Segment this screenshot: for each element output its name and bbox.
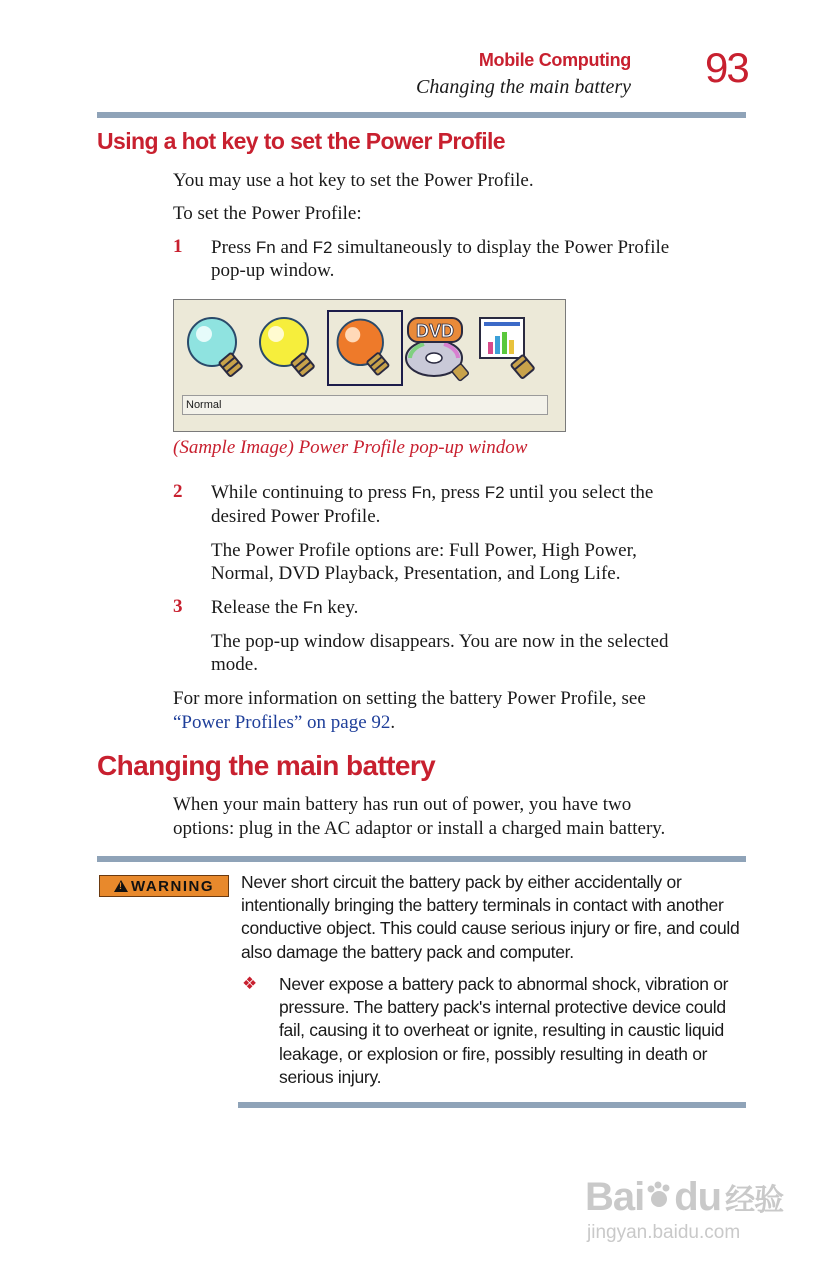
battery-body-line1: When your main battery has run out of power, you have two [173, 794, 632, 815]
warning-bullet-item [279, 973, 728, 1089]
step-text-segment: and [275, 237, 313, 258]
section-heading-hotkey: Using a hot key to set the Power Profile [97, 128, 505, 154]
more-info-line2 [173, 711, 395, 735]
warning-badge-label: WARNING [131, 877, 214, 895]
step-2-note-line2: Normal, DVD Playback, Presentation, and Long Life. [211, 563, 621, 584]
step-1-text [211, 236, 669, 260]
page-number: 93 [705, 44, 748, 91]
warning-paragraph [241, 871, 739, 964]
intro-paragraph: You may use a hot key to set the Power Profile. [173, 170, 534, 191]
running-header-section: Mobile Computing [478, 50, 631, 70]
warning-line: fail, causing it to overheat or ignite, resulting in caustic liquid [279, 1020, 724, 1041]
warning-line: also damage the battery pack and computer. [241, 941, 574, 962]
step-1-text-line2: pop-up window. [211, 260, 335, 281]
svg-text:DVD: DVD [415, 321, 455, 341]
power-profiles-link[interactable]: “Power Profiles” on page 92 [173, 712, 391, 733]
power-profile-popup [173, 299, 566, 432]
step-text-segment: until you select the [504, 482, 654, 503]
lead-paragraph: To set the Power Profile: [173, 203, 362, 224]
warning-line: Never expose a battery pack to abnormal shock, vibration or [279, 974, 729, 994]
watermark-brand-left: Bai [585, 1175, 645, 1219]
step-text-segment: simultaneously to display the Power Profile [332, 237, 670, 258]
high-power-bulb-icon [254, 312, 324, 384]
warning-badge [99, 875, 229, 897]
header-rule [97, 112, 746, 118]
watermark-logo [585, 1175, 783, 1220]
key-fn: Fn [302, 598, 323, 617]
section-heading-battery: Changing the main battery [97, 750, 436, 781]
presentation-icon [476, 312, 546, 384]
warning-line: conductive object. This could cause serious injury or fire, and could [241, 918, 740, 939]
image-caption: (Sample Image) Power Profile pop-up window [173, 437, 528, 458]
step-number: 2 [173, 481, 183, 502]
step-text-segment: , press [431, 482, 485, 503]
warning-bottom-rule [238, 1102, 746, 1108]
warning-line: leakage, or explosion or fire, possibly resulting in death or [279, 1043, 708, 1064]
warning-line: intentionally bringing the battery terminals in contact with another [241, 895, 724, 916]
battery-body-line2: options: plug in the AC adaptor or install a charged main battery. [173, 818, 666, 839]
warning-line: pressure. The battery pack's internal protective device could [279, 997, 726, 1018]
running-header-subsection: Changing the main battery [416, 76, 631, 98]
full-power-bulb-icon [182, 312, 252, 384]
more-info-end: . [390, 712, 396, 733]
step-2-text-line2: desired Power Profile. [211, 506, 381, 527]
bullet-diamond-icon: ❖ [242, 974, 258, 993]
step-3-note-line2: mode. [211, 654, 258, 675]
watermark-brand-right: du [674, 1175, 722, 1219]
step-3-text [211, 596, 358, 620]
step-number: 1 [173, 236, 183, 257]
warning-top-rule [97, 856, 746, 862]
popup-status-field: Normal [182, 395, 548, 415]
step-text-segment: While continuing to press [211, 482, 412, 503]
normal-bulb-icon [327, 310, 403, 386]
paw-icon [644, 1175, 674, 1220]
step-text-segment: Release the [211, 597, 303, 618]
watermark-chinese: 经验 [725, 1184, 784, 1217]
step-text-segment: Press [211, 237, 256, 258]
step-text-segment: key. [322, 597, 359, 618]
more-info-text: For more information on setting the battery Power Profile, see [173, 688, 646, 709]
key-f2: F2 [484, 483, 505, 502]
dvd-playback-icon [404, 312, 474, 384]
watermark-url: jingyan.baidu.com [587, 1222, 741, 1243]
step-3-note-line1: The pop-up window disappears. You are now in the selected [211, 631, 669, 652]
warning-line: serious injury. [279, 1066, 382, 1087]
key-fn: Fn [255, 238, 276, 257]
warning-triangle-icon [114, 880, 128, 892]
key-fn: Fn [411, 483, 432, 502]
step-2-text [211, 481, 653, 505]
key-f2: F2 [312, 238, 333, 257]
step-number: 3 [173, 596, 183, 617]
warning-line: Never short circuit the battery pack by either accidentally or [241, 872, 682, 892]
step-2-note-line1: The Power Profile options are: Full Power, High Power, [211, 540, 637, 561]
